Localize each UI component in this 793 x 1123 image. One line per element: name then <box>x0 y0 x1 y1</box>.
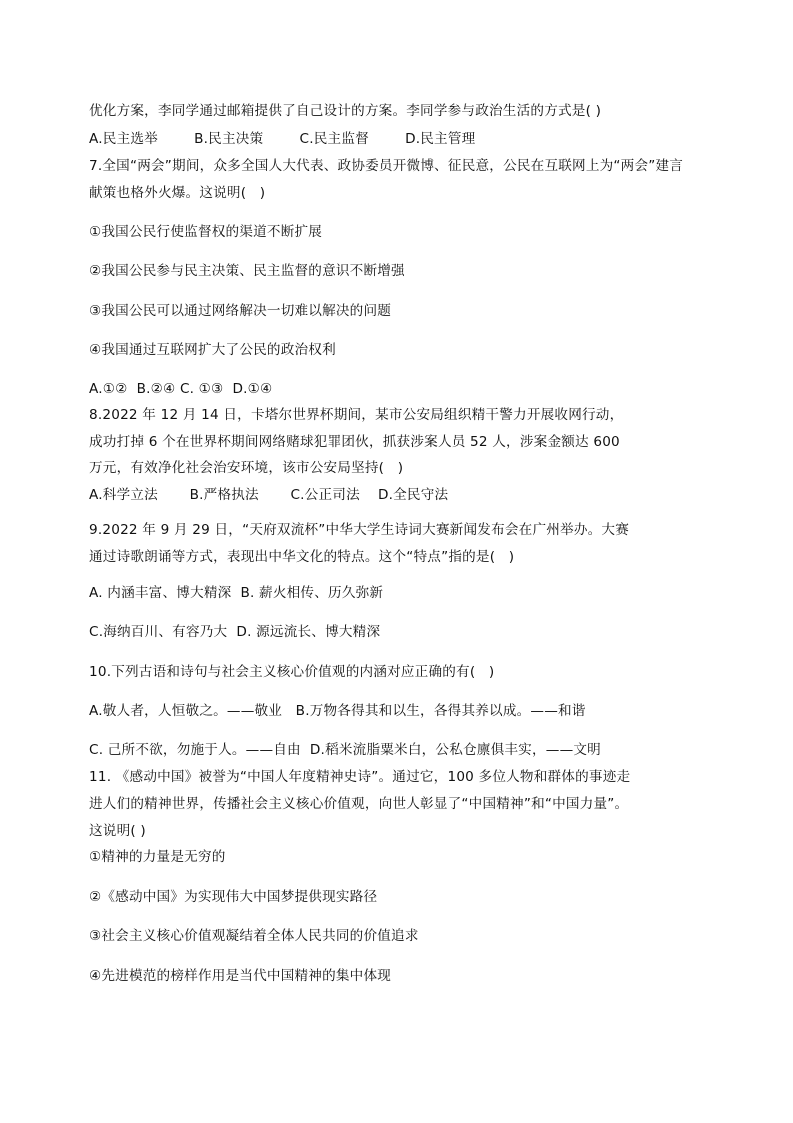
question-6-options: A.民主选举 B.民主决策 C.民主监督 D.民主管理 <box>89 131 476 147</box>
question-11-text: 进人们的精神世界，传播社会主义核心价值观，向世人彰显了“中国精神”和“中国力量”。 <box>89 796 629 812</box>
question-9-options-cd: C.海纳百川、有容乃大 D. 源远流长、博大精深 <box>89 624 381 640</box>
question-7-text: 7.全国“两会”期间，众多全国人大代表、政协委员开微博、征民意，公民在互联网上为“两会”建言 <box>89 158 684 174</box>
question-7-statement-4: ④我国通过互联网扩大了公民的政治权利 <box>89 342 336 358</box>
question-7-statement-3: ③我国公民可以通过网络解决一切难以解决的问题 <box>89 303 392 319</box>
question-7-text: 献策也格外火爆。这说明( ) <box>89 185 266 201</box>
question-9-text: 通过诗歌朗诵等方式，表现出中华文化的特点。这个“特点”指的是( ) <box>89 549 515 565</box>
question-10-text: 10.下列古语和诗句与社会主义核心价值观的内涵对应正确的有( ) <box>89 664 495 680</box>
question-11-statement-2: ②《感动中国》为实现伟大中国梦提供现实路径 <box>89 889 378 905</box>
question-10-options-ab: A.敬人者，人恒敬之。——敬业 B.万物各得其和以生，各得其养以成。——和谐 <box>89 703 586 719</box>
question-8-text: 万元，有效净化社会治安环境，该市公安局坚持( ) <box>89 460 404 476</box>
question-6-text: 优化方案，李同学通过邮箱提供了自己设计的方案。李同学参与政治生活的方式是( ) <box>89 103 602 119</box>
question-11-statement-4: ④先进模范的榜样作用是当代中国精神的集中体现 <box>89 968 392 984</box>
question-11-text: 这说明( ) <box>89 823 146 839</box>
question-11-statement-1: ①精神的力量是无穷的 <box>89 849 226 865</box>
question-8-text: 8.2022 年 12 月 14 日，卡塔尔世界杯期间，某市公安局组织精干警力开展收网行动， <box>89 407 624 423</box>
question-11-statement-3: ③社会主义核心价值观凝结着全体人民共同的价值追求 <box>89 928 419 944</box>
question-10-options-cd: C. 己所不欲，勿施于人。——自由 D.稻米流脂粟米白，公私仓廪俱丰实，——文明 <box>89 742 601 758</box>
question-7-statement-2: ②我国公民参与民主决策、民主监督的意识不断增强 <box>89 263 405 279</box>
question-11-text: 11. 《感动中国》被誉为“中国人年度精神史诗”。通过它，100 多位人物和群体的事迹走 <box>89 769 631 785</box>
question-8-text: 成功打掉 6 个在世界杯期间网络赌球犯罪团伙，抓获涉案人员 52 人，涉案金额达 600 <box>89 434 620 450</box>
question-9-options-ab: A. 内涵丰富、博大精深 B. 薪火相传、历久弥新 <box>89 585 384 601</box>
question-7-options: A.①② B.②④ C. ①③ D.①④ <box>89 381 273 397</box>
question-9-text: 9.2022 年 9 月 29 日，“天府双流杯”中华大学生诗词大赛新闻发布会在广州举办。大赛 <box>89 522 630 538</box>
question-7-statement-1: ①我国公民行使监督权的渠道不断扩展 <box>89 224 323 240</box>
question-8-options: A.科学立法 B.严格执法 C.公正司法 D.全民守法 <box>89 487 449 503</box>
